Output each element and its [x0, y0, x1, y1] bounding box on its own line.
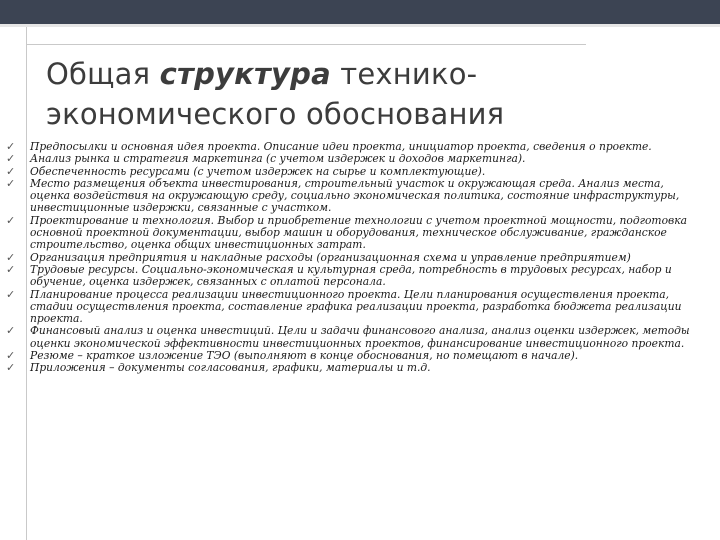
list-item-text: Анализ рынка и стратегия маркетинга (с учетом издержек и доходов маркетинга). [30, 152, 526, 166]
list-item [6, 264, 706, 289]
checkmark-icon: ✓ [6, 349, 16, 363]
list-item-text: Трудовые ресурсы. Социально-экономическая и культурная среда, потребность в трудовых ресурсах, набор и обучение, оценка издержек, связанных с оплатой персонала. [30, 262, 672, 289]
list-item-text: Обеспеченность ресурсами (с учетом издержек на сырье и комплектующие). [30, 164, 486, 178]
checkmark-icon: ✓ [6, 361, 16, 375]
title-divider-line [26, 44, 586, 45]
slide-title [46, 54, 686, 134]
title-part-1: Общая [46, 57, 160, 91]
list-item-text: Планирование процесса реализации инвестиционного проекта. Цели планирования осуществления проекта, стадии осуществления проекта, составление графика реализации проекта, разработка бюджета реализации проекта. [30, 287, 682, 326]
list-item-text: Место размещения объекта инвестирования, строительный участок и окружающая среда. Анализ места, оценка воздействия на окружающую среду, социально экономическая политика, состояние инфраструктуры, инвестиционные издержки, связанные с участком. [30, 176, 680, 215]
title-part-2: технико-экономического обоснования [46, 57, 505, 131]
slide-top-bar [0, 0, 720, 24]
list-item-text: Финансовый анализ и оценка инвестиций. Цели и задачи финансового анализа, анализ оценки издержек, методы оценки экономической эффективности инвестиционных проектов, финансирование инвестиционного проекта. [30, 324, 690, 350]
checkmark-icon: ✓ [6, 152, 16, 166]
checkmark-icon: ✓ [6, 262, 16, 276]
checkmark-icon: ✓ [6, 287, 16, 301]
list-item [6, 178, 706, 215]
list-item-text: Проектирование и технология. Выбор и приобретение технологии с учетом проектной мощности, подготовка основной проектной документации, выбор машин и оборудования, техническое обслуживание, гражданское строительство, оценка общих инвестиционных затрат. [30, 213, 687, 252]
list-item [6, 289, 706, 326]
checkmark-icon: ✓ [6, 140, 16, 153]
checkmark-icon: ✓ [6, 213, 16, 227]
list-item-text: Организация предприятия и накладные расходы (организационная схема и управление предприятием) [30, 250, 631, 264]
checkmark-icon: ✓ [6, 164, 16, 178]
list-item [6, 215, 706, 252]
list-item-text: Предпосылки и основная идея проекта. Описание идеи проекта, инициатор проекта, сведения о проекте. [30, 140, 652, 153]
list-item [6, 325, 706, 350]
title-emphasis: структура [159, 57, 331, 91]
list-item-text: Резюме – краткое изложение ТЭО (выполняют в конце обоснования, но помещают в начале). [30, 349, 579, 363]
checkmark-icon: ✓ [6, 324, 16, 338]
list-item [6, 362, 706, 374]
checkmark-icon: ✓ [6, 176, 16, 190]
slide-top-accent [0, 24, 720, 27]
list-item-text: Приложения – документы согласования, графики, материалы и т.д. [30, 361, 431, 375]
checkmark-icon: ✓ [6, 250, 16, 264]
bullet-list [6, 141, 706, 375]
